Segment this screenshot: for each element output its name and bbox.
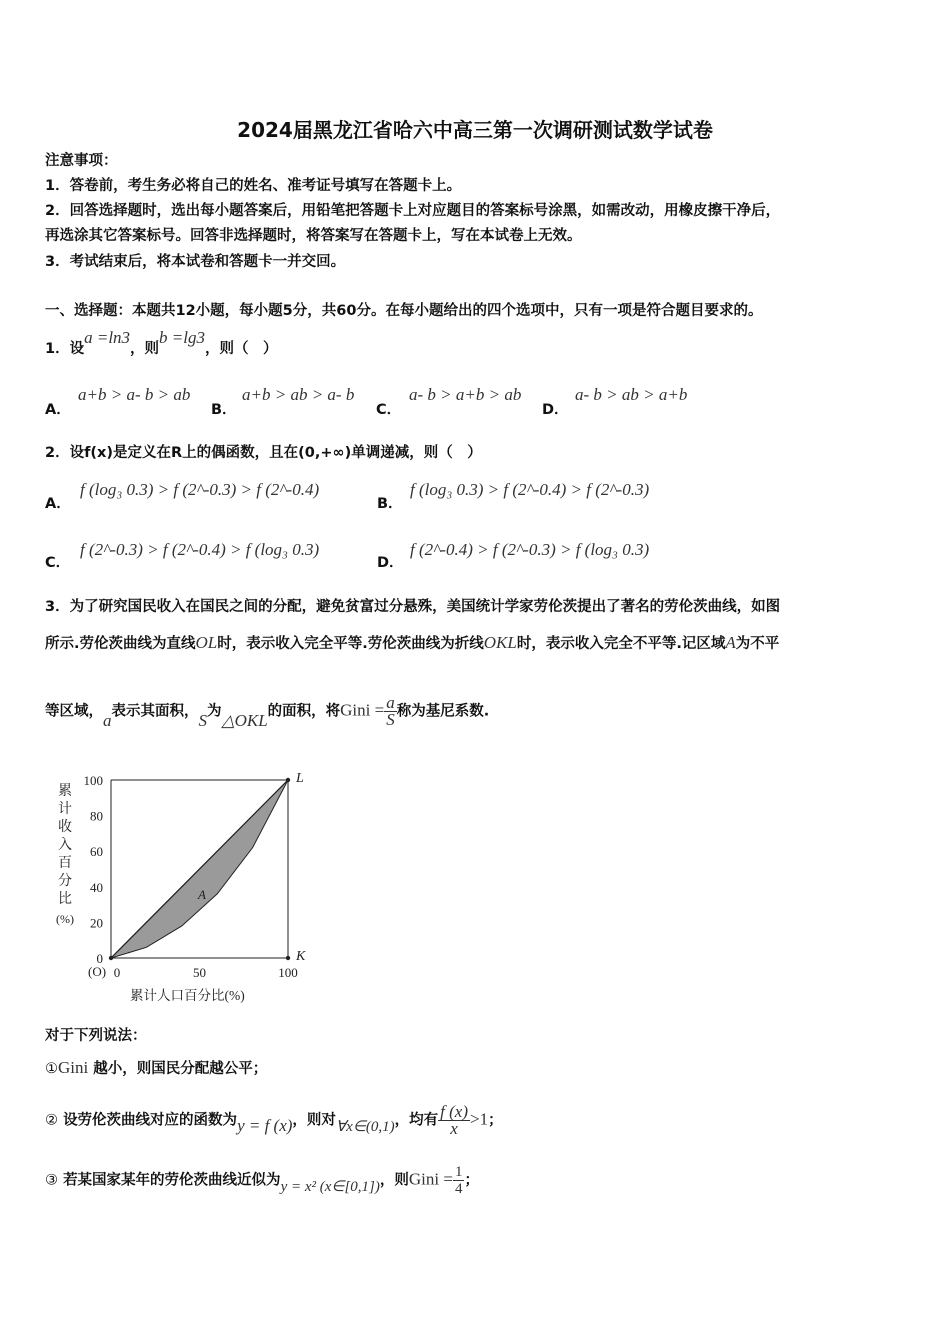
notice-item: 2．回答选择题时，选出每小题答案后，用铅笔把答题卡上对应题目的答案标号涂黑，如需改动，用橡皮擦干净后， (45, 203, 781, 219)
point-l-label: L (296, 771, 304, 786)
option-label: B． (211, 402, 237, 418)
circled-number: ③ (45, 1172, 58, 1189)
option-text: a- b > a+b > ab (409, 385, 522, 404)
statement-3 (45, 1164, 479, 1197)
text: 若某国家某年的劳伦茨曲线近似为 (63, 1172, 281, 1189)
y-tick-label: 80 (90, 808, 103, 824)
text: 等区域， (45, 703, 103, 720)
x-axis-label: 累计人口百分比(%) (130, 988, 245, 1003)
text: 为 (207, 703, 222, 720)
text: ； (464, 1172, 479, 1189)
question-3-line3 (45, 695, 489, 728)
y-label-char: 累 (58, 784, 72, 799)
y-label-char: 计 (58, 802, 72, 817)
circled-number: ① (45, 1061, 58, 1077)
notice-item: 再选涂其它答案标号。回答非选择题时，将答案写在答题卡上，写在本试卷上无效。 (45, 228, 582, 244)
option-label: A． (45, 402, 71, 418)
notice-item: 3．考试结束后，将本试卷和答题卡一并交回。 (45, 254, 346, 270)
math-a: a (103, 710, 112, 730)
option-label: D． (377, 555, 404, 571)
text: 为不平 (735, 636, 780, 652)
region-a-label: A (198, 887, 206, 902)
numerator: a (386, 693, 395, 712)
fraction (453, 1164, 465, 1197)
y-label-unit: (%) (56, 912, 74, 926)
option-text: a- b > ab > a+b (575, 385, 688, 404)
math-gini: Gini (58, 1058, 89, 1077)
numerator: f (x) (440, 1102, 468, 1121)
text: 越小，则国民分配越公平； (93, 1061, 268, 1077)
equality-line (111, 780, 288, 958)
option-text: f (2^-0.4) > f (2^-0.3) > f (log₃ 0.3) (410, 540, 650, 559)
q1-suffix: ，则（ ） (205, 341, 278, 357)
q1-prefix: 1．设 (45, 341, 85, 357)
section-heading: 一、选择题：本题共12小题，每小题5分，共60分。在每小题给出的四个选项中，只有一项是符合题目要求的。 (45, 303, 763, 319)
option-text: a+b > a- b > ab (78, 385, 191, 404)
option-label: D． (542, 402, 569, 418)
statement-1 (45, 1058, 267, 1079)
y-label-char: 收 (58, 820, 72, 835)
statement-2 (45, 1104, 503, 1137)
y-axis-label (56, 783, 74, 926)
text: 时，表示收入完全不平等.记区域 (516, 636, 726, 652)
math-gini: Gini = (340, 700, 385, 720)
vertex-point (286, 778, 290, 782)
y-label-char: 分 (58, 874, 72, 889)
math-cond: ∀x∈(0,1) (335, 1118, 395, 1135)
math-s: S (198, 710, 207, 730)
circled-number: ② (45, 1112, 58, 1129)
text: 所示.劳伦茨曲线为直线 (45, 636, 196, 652)
question-1-stem (45, 328, 278, 359)
text: ，均有 (394, 1112, 439, 1129)
vertex-point (286, 956, 290, 960)
y-label-char: 入 (58, 838, 72, 853)
y-label-char: 比 (58, 892, 72, 907)
x-tick-label: 100 (278, 965, 298, 980)
math-gini: Gini = (408, 1169, 453, 1189)
q1-mid: ，则 (130, 341, 160, 357)
option-label: B． (377, 496, 403, 512)
text: 时，表示收入完全平等.劳伦茨曲线为折线 (217, 636, 484, 652)
option-text: f (log₃ 0.3) > f (2^-0.3) > f (2^-0.4) (80, 480, 320, 499)
text: 表示其面积， (111, 703, 199, 720)
numerator: 1 (454, 1164, 463, 1180)
math-ol: OL (195, 633, 218, 652)
math-func: y = f (x) (237, 1115, 293, 1135)
question-3-line2 (45, 633, 779, 654)
point-k-label: K (296, 949, 306, 964)
page-title: 2024届黑龙江省哈六中高三第一次调研测试数学试卷 (237, 118, 713, 142)
y-tick-label: 20 (90, 915, 103, 931)
text: 设劳伦茨曲线对应的函数为 (63, 1112, 238, 1129)
y-tick-label: 60 (90, 844, 103, 860)
text: 称为基尼系数. (396, 703, 490, 720)
option-label: C． (376, 402, 402, 418)
text: 的面积，将 (267, 703, 341, 720)
y-label-char: 百 (58, 856, 72, 871)
question-2-stem: 2．设f(x)是定义在R上的偶函数，且在(0,+∞)单调递减，则（ ） (45, 445, 482, 461)
fraction (384, 695, 397, 728)
math-gt: >1 (470, 1109, 489, 1129)
notice-item: 1．答卷前，考生务必将自己的姓名、准考证号填写在答题卡上。 (45, 178, 462, 194)
vertex-point (109, 956, 113, 960)
y-tick-label: 0 (96, 951, 103, 966)
y-tick-label: 40 (90, 879, 103, 895)
option-label: C． (45, 555, 71, 571)
statements-heading: 对于下列说法： (45, 1028, 147, 1044)
y-tick-label: 100 (83, 773, 103, 788)
option-label: A． (45, 496, 71, 512)
fraction (438, 1104, 470, 1137)
text: ； (488, 1112, 503, 1129)
q1-b-def: b =lg3 (159, 328, 205, 347)
math-triangle: △OKL (221, 710, 268, 730)
x-tick-label: 0 (113, 965, 121, 980)
denominator: 4 (454, 1181, 463, 1197)
lorenz-curve-figure (40, 760, 340, 1015)
option-text: f (log₃ 0.3) > f (2^-0.4) > f (2^-0.3) (410, 480, 650, 499)
option-text: a+b > ab > a- b (242, 385, 355, 404)
text: ，则对 (292, 1112, 336, 1129)
notice-heading: 注意事项： (45, 153, 118, 169)
x-tick-label: 50 (193, 965, 206, 980)
math-func: y = x² (x∈[0,1]) (280, 1178, 380, 1195)
origin-label: (O) (88, 964, 107, 979)
math-okl: OKL (483, 633, 517, 652)
text: ，则 (379, 1172, 409, 1189)
math-a-region: A (725, 633, 736, 652)
denominator: x (450, 1119, 458, 1138)
option-text: f (2^-0.3) > f (2^-0.4) > f (log₃ 0.3) (80, 540, 320, 559)
q1-a-def: a =ln3 (84, 328, 131, 347)
question-3-line1: 3．为了研究国民收入在国民之间的分配，避免贫富过分悬殊，美国统计学家劳伦茨提出了著名的劳伦茨曲线，如图 (45, 599, 781, 615)
denominator: S (386, 710, 395, 729)
